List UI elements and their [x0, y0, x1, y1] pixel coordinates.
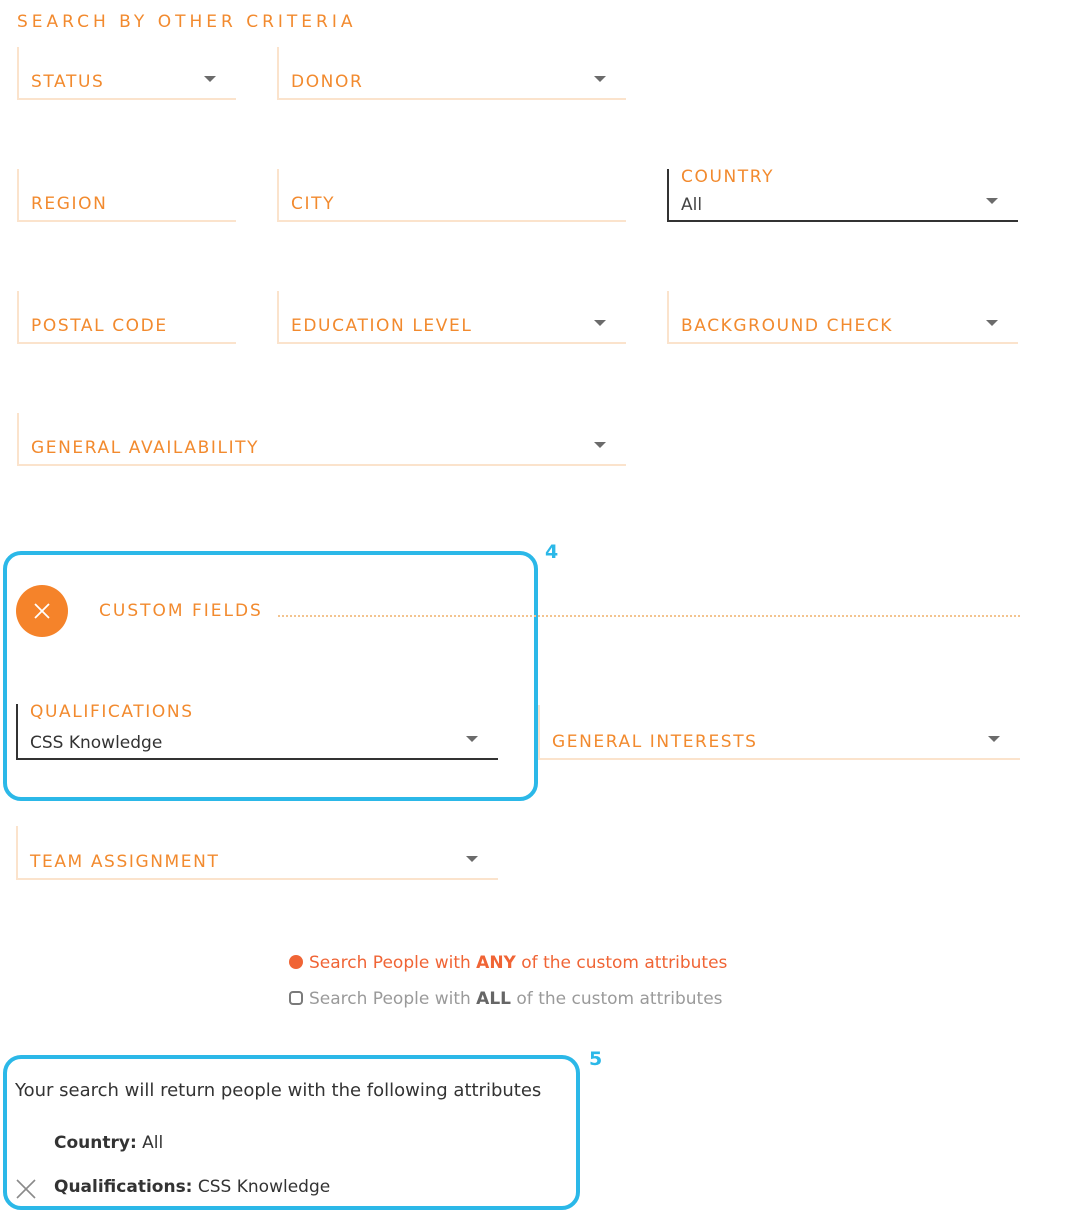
attribute-name: Country:: [54, 1133, 137, 1153]
country-dropdown[interactable]: [667, 169, 1018, 222]
chevron-down-icon: [594, 76, 606, 82]
region-field[interactable]: [17, 169, 236, 222]
background-check-label: BACKGROUND CHECK: [681, 316, 894, 336]
collapse-custom-fields-button[interactable]: [16, 585, 68, 637]
callout-number-5: 5: [589, 1048, 603, 1070]
qualifications-label: QUALIFICATIONS: [30, 702, 194, 722]
section-title: SEARCH BY OTHER CRITERIA: [17, 12, 357, 32]
close-icon: [15, 1178, 37, 1200]
custom-fields-title: CUSTOM FIELDS: [99, 601, 263, 621]
radio-all-keyword: ALL: [476, 989, 511, 1009]
region-label: REGION: [31, 194, 108, 214]
close-icon: [16, 585, 68, 637]
donor-label: DONOR: [291, 72, 364, 92]
country-value: All: [681, 195, 703, 215]
radio-all-prefix: Search People with: [309, 989, 477, 1009]
postal-code-label: POSTAL CODE: [31, 316, 168, 336]
summary-intro: Your search will return people with the following attributes: [15, 1080, 542, 1101]
chevron-down-icon: [204, 76, 216, 82]
radio-any-prefix: Search People with: [309, 953, 477, 973]
radio-unselected-icon: [289, 991, 303, 1005]
callout-box-4: [3, 551, 538, 801]
education-level-dropdown[interactable]: [277, 291, 626, 344]
attribute-value: All: [142, 1133, 164, 1153]
chevron-down-icon: [466, 856, 478, 862]
summary-attribute-qualifications: [54, 1177, 330, 1197]
status-label: STATUS: [31, 72, 105, 92]
city-field[interactable]: [277, 169, 626, 222]
radio-selected-icon: [289, 955, 303, 969]
team-assignment-dropdown[interactable]: [16, 826, 498, 880]
chevron-down-icon: [986, 198, 998, 204]
callout-number-4: 4: [545, 541, 559, 563]
radio-search-all[interactable]: [289, 989, 723, 1009]
radio-search-any[interactable]: [289, 953, 727, 973]
chevron-down-icon: [988, 736, 1000, 742]
postal-code-field[interactable]: [17, 291, 236, 344]
status-dropdown[interactable]: [17, 47, 236, 100]
chevron-down-icon: [594, 320, 606, 326]
chevron-down-icon: [466, 736, 478, 742]
team-assignment-label: TEAM ASSIGNMENT: [30, 852, 220, 872]
qualifications-dropdown[interactable]: [16, 704, 498, 760]
remove-attribute-button[interactable]: [15, 1178, 37, 1200]
country-label: COUNTRY: [681, 167, 775, 187]
qualifications-value: CSS Knowledge: [30, 733, 163, 753]
general-interests-label: GENERAL INTERESTS: [552, 732, 758, 752]
education-level-label: EDUCATION LEVEL: [291, 316, 473, 336]
radio-any-keyword: ANY: [476, 953, 516, 973]
city-label: CITY: [291, 194, 336, 214]
divider: [278, 615, 1020, 617]
general-interests-dropdown[interactable]: [538, 705, 1020, 760]
donor-dropdown[interactable]: [277, 47, 626, 100]
general-availability-label: GENERAL AVAILABILITY: [31, 438, 260, 458]
general-availability-dropdown[interactable]: [17, 413, 626, 466]
attribute-value: CSS Knowledge: [197, 1177, 331, 1197]
background-check-dropdown[interactable]: [667, 291, 1018, 344]
chevron-down-icon: [594, 442, 606, 448]
attribute-name: Qualifications:: [54, 1177, 193, 1197]
summary-attribute-country: [54, 1133, 163, 1153]
chevron-down-icon: [986, 320, 998, 326]
radio-all-suffix: of the custom attributes: [511, 989, 723, 1009]
radio-any-suffix: of the custom attributes: [515, 953, 728, 973]
